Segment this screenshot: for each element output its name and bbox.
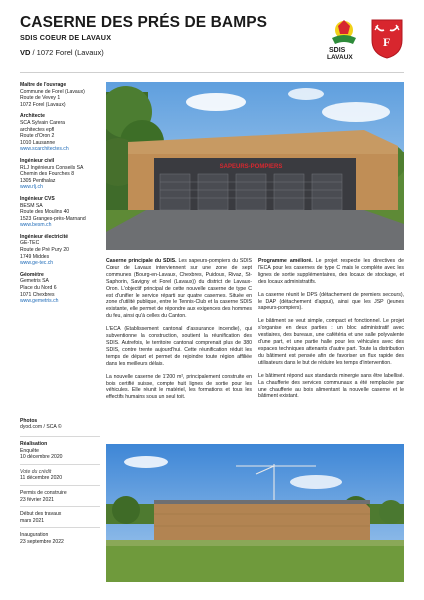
timeline-value: 11 décembre 2020 <box>20 475 63 482</box>
station-sign: SAPEURS-POMPIERS <box>219 164 283 170</box>
page-header <box>20 14 320 57</box>
page-subtitle: SDIS COEUR DE LAVAUX <box>20 33 112 42</box>
paragraph: La nouvelle caserne de 1'200 m², principalement construite en bois certifié suisse, compte huit lignes de sortie pour les véhicules. Elle réunit le matériel, les formations et tous les effectifs humains sous un seul toit. <box>106 373 252 401</box>
paragraph: L'ECA (Etablissement cantonal d'assurance incendie), qui subventionne la construction, soutient la réunification des SDIS. Autrefois, le territoire cantonal comprenait plus de 380 SDIS, contre trente aujourd'hui. Cette réunification réduit les temps de départ et permet de rejoindre toute région affiliée dans les meilleurs délais. <box>106 326 252 367</box>
paragraph: Caserne principale du SDIS. Les sapeurs-pompiers du SDIS Cœur de Lavaux interviennent sur une zone de sept communes (Bourg-en-Lavaux, Chexbres, Puidoux, Rivaz, St-Saphorin, Savigny et Forel (Lavaux)) du district de Lavaux-Oron. L'objectif principal de cette nouvelle caserne de type C est d'unifier le service réparti sur quatre casernes. Située en zone d'utilité publique, entre le Tennis-Club et la caserne SDIS existante, elle permet de répondre aux exigences des hommes du feu, ainsi qu'à celles du Canton. <box>106 258 252 320</box>
credit-owner: Maître de l'ouvrage Commune de Forel (Lavaux) Route de Vevey 1 1072 Forel (Lavaux) <box>20 82 85 108</box>
sidebar-divider <box>20 436 100 437</box>
timeline-value: 23 février 2021 <box>20 496 54 503</box>
fire-station-front-photo <box>106 82 404 250</box>
paragraph: La caserne réunit le DPS (détachement de premiers secours), le DAP (détachement d'appui), ainsi que les JSP (jeunes sapeurs-pompiers). <box>258 291 404 312</box>
sdis-logo <box>322 16 366 62</box>
construction-site-photo <box>106 444 404 582</box>
credit-architect: Architecte SCA Sylvain Carera architectes epfl Route d'Oron 2 1010 Lausanne www.scarchitectes.ch <box>20 113 100 153</box>
timeline-value: 23 septembre 2022 <box>20 538 64 545</box>
location-code: VD <box>20 48 31 57</box>
paragraph: Le bâtiment se veut simple, compact et fonctionnel. Le projet s'organise en deux parties : un bloc administratif avec vestiaires, des bureaux, une cafétéria et une salle polyvalente d'une part, et une partie halle pour les véhicules avec des espaces techniques attenants d'autre part. Toute la distribution du bâtiment est pensée afin de favoriser un flux rapide des utilisateurs dans le but de réduire les temps d'intervention. <box>258 318 404 366</box>
realisation-timeline: Réalisation Enquête 10 décembre 2020 Vote du crédit 11 décembre 2020 Permis de construire 23 février 2021 Début des travaux mars 2021 Inauguration 23 septembre 2022 <box>20 441 100 546</box>
surveyor-link[interactable]: www.gemetris.ch <box>20 298 59 305</box>
timeline-label: Vote du crédit <box>20 468 52 475</box>
timeline-label: Permis de construire <box>20 489 67 496</box>
credits-sidebar <box>20 82 100 551</box>
header-divider <box>20 72 404 73</box>
sdis-logo-word: SDIS <box>329 47 346 54</box>
forel-coat-of-arms <box>370 18 404 60</box>
electrical-engineer-link[interactable]: www.ge-tec.ch <box>20 260 54 267</box>
timeline-value: mars 2021 <box>20 517 45 524</box>
credit-photos: Photos dyod.com / SCA © <box>20 417 62 431</box>
paragraph: Le bâtiment répond aux standards minergie sans être labellisé. La chaufferie des services communaux a été remplacée par une chaufferie au bois alimentant la nouvelle caserne et le bâtiment existant. <box>258 372 404 400</box>
fire-logo-letter: F <box>383 35 391 49</box>
page-title: CASERNE DES PRÉS DE BAMPS <box>20 14 268 31</box>
timeline-value: 10 décembre 2020 <box>20 454 63 461</box>
credit-surveyor: Géomètre Gemetris SA Place du Nord 6 1071 Chexbres www.gemetris.ch <box>20 272 100 305</box>
cvs-engineer-link[interactable]: www.besm.ch <box>20 222 52 229</box>
architect-link[interactable]: www.scarchitectes.ch <box>20 146 69 153</box>
timeline-label: Enquête <box>20 447 39 454</box>
body-column-right <box>258 258 404 406</box>
timeline-label: Inauguration <box>20 532 49 539</box>
body-column-left <box>106 258 252 407</box>
location <box>20 48 320 57</box>
credit-electrical-engineer: Ingénieur électricité GE-TEC Route de Pré Pury 20 1749 Middes www.ge-tec.ch <box>20 234 100 267</box>
location-place: / 1072 Forel (Lavaux) <box>30 48 104 57</box>
lavaux-logo-word: LAVAUX <box>327 54 353 61</box>
paragraph: Programme amélioré. Le projet respecte les directives de l'ECA pour les casernes de type C mais le complète avec les lignes de sortie supplémentaires, des locaux de stockage, et des locaux administratifs. <box>258 258 404 285</box>
civil-engineer-link[interactable]: www.rlj.ch <box>20 184 43 191</box>
credit-civil-engineer: Ingénieur civil RLJ Ingénieurs Conseils SA Chemin des Fourches 8 1305 Penthalaz www.rlj.ch <box>20 158 100 191</box>
credit-cvs-engineer: Ingénieur CVS BESM SA Route des Moulins 40 1523 Granges-près-Marnand www.besm.ch <box>20 196 100 229</box>
timeline-label: Début des travaux <box>20 511 62 518</box>
